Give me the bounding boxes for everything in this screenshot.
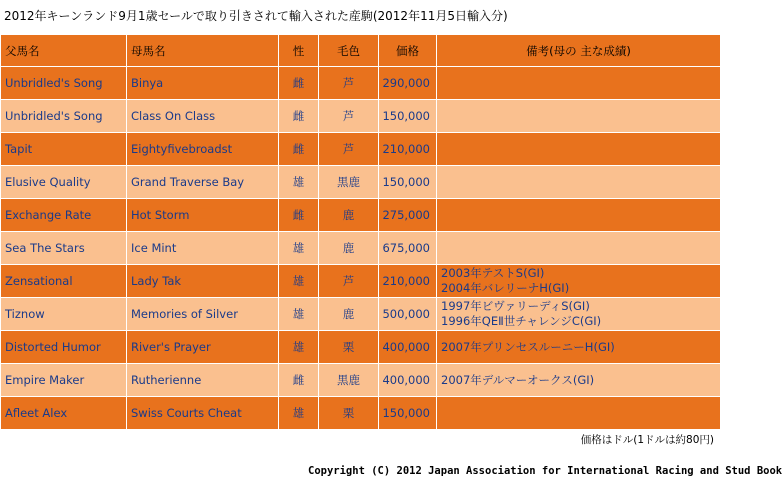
table-row: [1, 331, 721, 364]
cell-price: 500,000: [379, 298, 437, 331]
cell-sex: 雌: [279, 133, 319, 166]
imports-table: [0, 34, 721, 430]
cell-price: 675,000: [379, 232, 437, 265]
note-line: 1996年QEⅡ世チャレンジC(GⅠ): [441, 314, 602, 328]
cell-sire: Unbridled's Song: [1, 67, 127, 100]
header-color: 毛色: [319, 35, 379, 67]
table-row: [1, 199, 721, 232]
cell-dam: Rutherienne: [127, 364, 279, 397]
cell-dam: River's Prayer: [127, 331, 279, 364]
cell-sire: Tapit: [1, 133, 127, 166]
table-body: [1, 67, 721, 430]
table-row: [1, 298, 721, 331]
note-line: 2007年プリンセスルーニーH(GⅠ): [441, 339, 615, 354]
cell-color: 芦: [319, 100, 379, 133]
price-note: 価格はドル(1ドルは約80円): [580, 434, 714, 446]
cell-sex: 雄: [279, 166, 319, 199]
cell-price: 150,000: [379, 397, 437, 430]
cell-color: 芦: [319, 67, 379, 100]
table-row: [1, 100, 721, 133]
cell-sex: 雄: [279, 265, 319, 298]
cell-dam: Lady Tak: [127, 265, 279, 298]
cell-notes: [437, 331, 721, 364]
table-row: [1, 133, 721, 166]
header-sire: 父馬名: [1, 35, 127, 67]
cell-color: 鹿: [319, 298, 379, 331]
cell-sire: Empire Maker: [1, 364, 127, 397]
cell-sire: Tiznow: [1, 298, 127, 331]
cell-sex: 雄: [279, 298, 319, 331]
cell-dam: Class On Class: [127, 100, 279, 133]
cell-dam: Hot Storm: [127, 199, 279, 232]
cell-price: 275,000: [379, 199, 437, 232]
cell-color: 鹿: [319, 199, 379, 232]
cell-notes: [437, 199, 721, 232]
header-price: 価格: [379, 35, 437, 67]
copyright-text: Copyright (C) 2012 Japan Association for International Racing and Stud Book: [308, 465, 782, 477]
table-row: [1, 232, 721, 265]
cell-dam: Swiss Courts Cheat: [127, 397, 279, 430]
cell-color: 芦: [319, 133, 379, 166]
cell-notes: [437, 166, 721, 199]
cell-notes: [437, 232, 721, 265]
cell-price: 400,000: [379, 364, 437, 397]
cell-price: 150,000: [379, 166, 437, 199]
cell-sire: Zensational: [1, 265, 127, 298]
cell-price: 210,000: [379, 133, 437, 166]
cell-color: 黒鹿: [319, 364, 379, 397]
cell-notes: [437, 364, 721, 397]
footer: [300, 454, 782, 488]
table-row: [1, 397, 721, 430]
header-sex: 性: [279, 35, 319, 67]
cell-sex: 雌: [279, 100, 319, 133]
cell-sex: 雄: [279, 232, 319, 265]
cell-notes: [437, 133, 721, 166]
note-line: 2004年バレリーナH(GⅠ): [441, 281, 570, 295]
cell-dam: Memories of Silver: [127, 298, 279, 331]
cell-notes: [437, 298, 721, 331]
cell-color: 鹿: [319, 232, 379, 265]
cell-dam: Grand Traverse Bay: [127, 166, 279, 199]
note-line: 1997年ビヴァリーディS(GⅠ): [441, 299, 590, 313]
cell-color: 栗: [319, 397, 379, 430]
cell-dam: Binya: [127, 67, 279, 100]
cell-sex: 雄: [279, 397, 319, 430]
cell-sex: 雌: [279, 199, 319, 232]
cell-notes: [437, 67, 721, 100]
header-dam: 母馬名: [127, 35, 279, 67]
cell-sire: Exchange Rate: [1, 199, 127, 232]
cell-sire: Distorted Humor: [1, 331, 127, 364]
cell-color: 栗: [319, 331, 379, 364]
cell-sex: 雄: [279, 331, 319, 364]
cell-price: 150,000: [379, 100, 437, 133]
cell-price: 210,000: [379, 265, 437, 298]
header-notes: 備考(母の 主な成績): [437, 35, 721, 67]
cell-color: 黒鹿: [319, 166, 379, 199]
table-row: [1, 166, 721, 199]
cell-notes: [437, 100, 721, 133]
note-line: 2007年デルマーオークス(GⅠ): [441, 372, 595, 387]
cell-sire: Afleet Alex: [1, 397, 127, 430]
note-line: 2003年テストS(GⅠ): [441, 266, 545, 280]
cell-sex: 雌: [279, 364, 319, 397]
table-row: [1, 67, 721, 100]
cell-dam: Eightyfivebroadst: [127, 133, 279, 166]
cell-price: 290,000: [379, 67, 437, 100]
cell-notes: [437, 265, 721, 298]
cell-color: 芦: [319, 265, 379, 298]
cell-price: 400,000: [379, 331, 437, 364]
table-row: [1, 364, 721, 397]
table-header-row: [1, 35, 721, 67]
cell-sire: Elusive Quality: [1, 166, 127, 199]
cell-dam: Ice Mint: [127, 232, 279, 265]
page-title: 2012年キーンランド9月1歳セールで取り引きされて輸入された産駒(2012年11月5日輸入分): [4, 9, 508, 23]
cell-sex: 雌: [279, 67, 319, 100]
cell-sire: Sea The Stars: [1, 232, 127, 265]
cell-notes: [437, 397, 721, 430]
cell-sire: Unbridled's Song: [1, 100, 127, 133]
table-row: [1, 265, 721, 298]
